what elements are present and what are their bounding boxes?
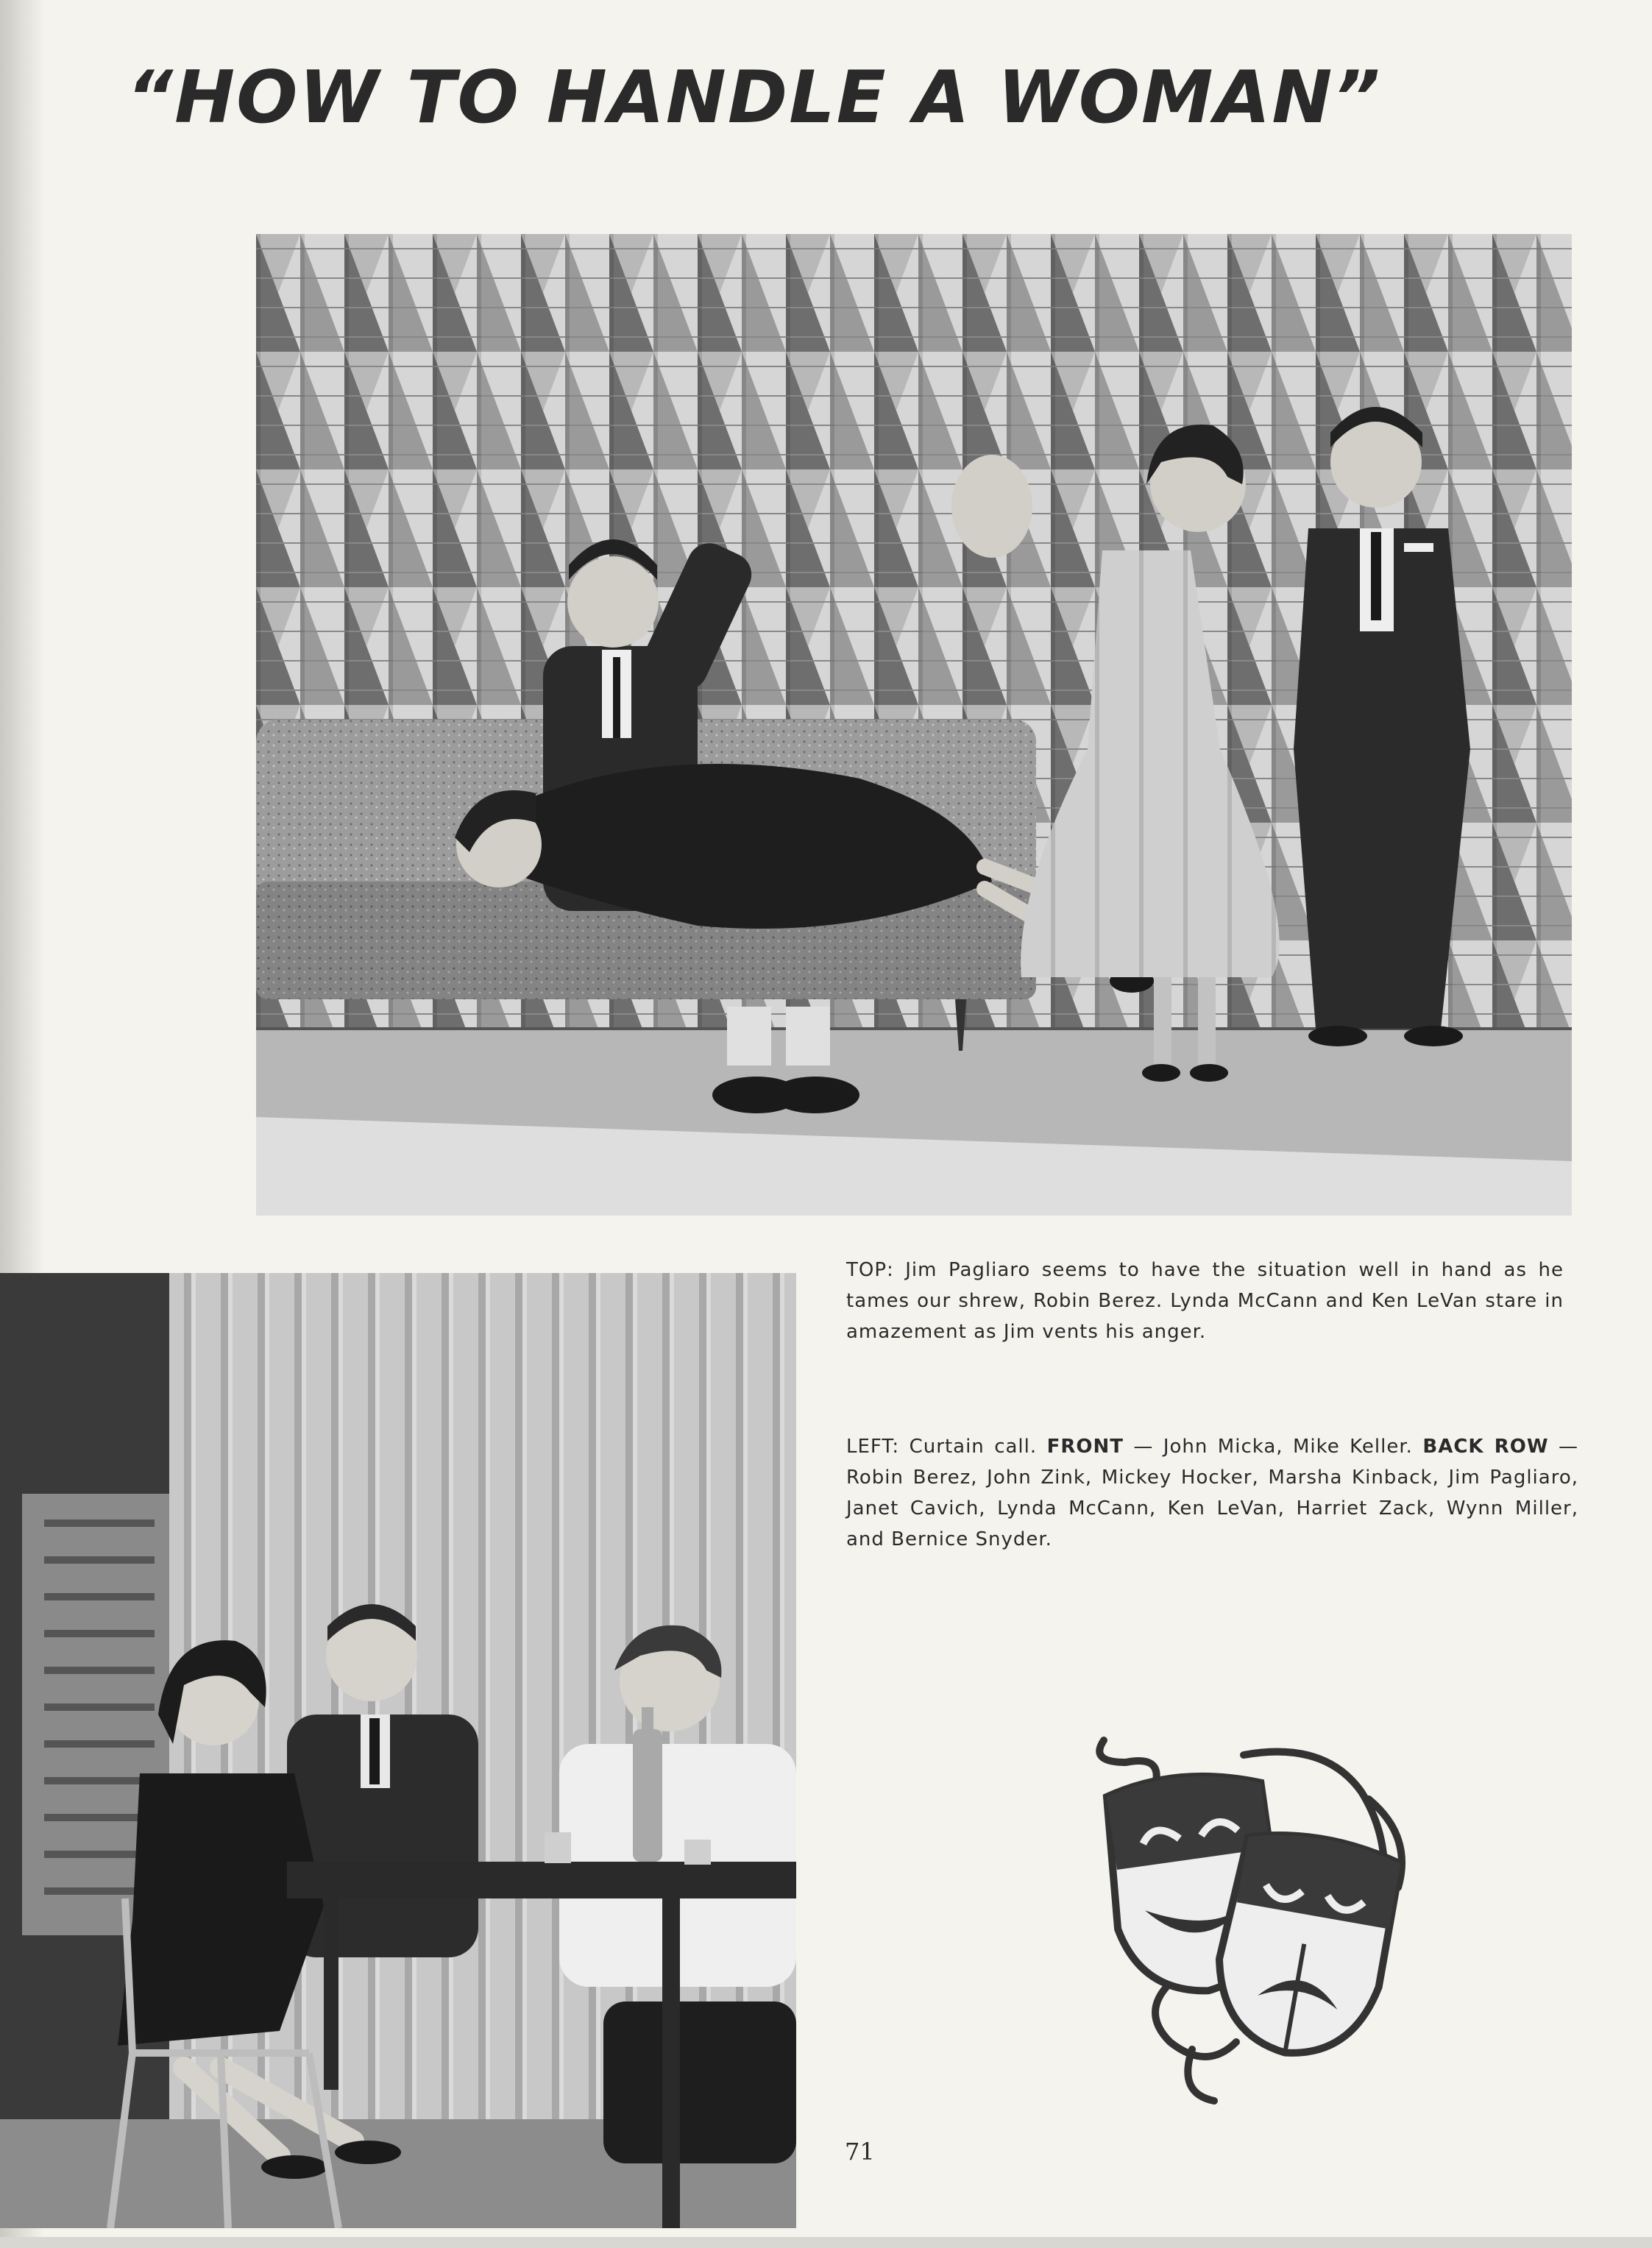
page-title: “HOW TO HANDLE A WOMAN”: [127, 56, 1382, 140]
left-caption-back-names: — Robin Berez, John Zink, Mickey Hocker, Marsha Kinback, Jim Pagliaro, Janet Cavich, Lynda McCann, Ken LeVan, Harriet Zack, Wynn Miller, and Bernice Snyder.: [846, 1436, 1578, 1550]
left-photo-caption: [846, 1431, 1578, 1555]
left-caption-intro: LEFT: Curtain call.: [846, 1436, 1047, 1458]
page-number: 71: [845, 2138, 875, 2166]
page-bottom-edge: [0, 2237, 1652, 2248]
left-caption-back-label: BACK ROW: [1422, 1436, 1549, 1458]
top-photo-caption: TOP: Jim Pagliaro seems to have the situation well in hand as he tames our shrew, Robin Berez. Lynda McCann and Ken LeVan stare in amazement as Jim vents his anger.: [846, 1259, 1564, 1343]
curtain-call-image: [0, 1273, 796, 2228]
left-caption-front-label: FRONT: [1046, 1436, 1124, 1458]
comedy-tragedy-masks-icon: [1060, 1733, 1442, 2116]
top-photo: [256, 234, 1572, 1216]
stage-scene-image: [256, 234, 1572, 1216]
left-caption-front-names: — John Micka, Mike Keller.: [1123, 1436, 1423, 1458]
bottom-photo: [0, 1273, 796, 2228]
